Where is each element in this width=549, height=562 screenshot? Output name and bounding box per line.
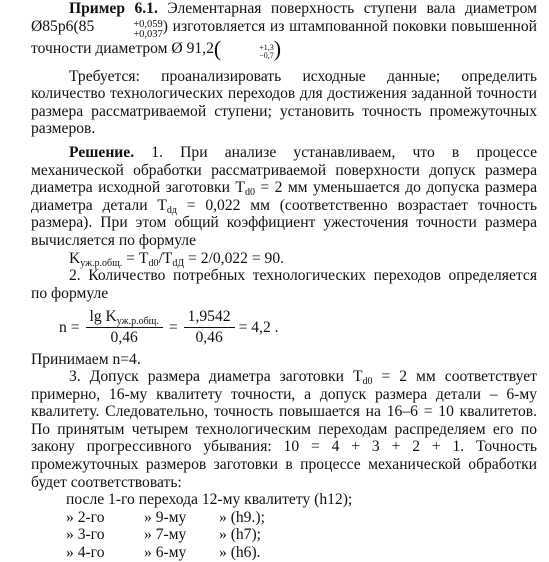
solution-paragraph: Решение. 1. При анализе устанавливаем, что в процессе механической обработки рассматриваемой поверхности допуск размера диаметра исходной заготовки $T_{d0} = 2$ мм уменьшается до допуска размера диаметра детали $T_{dд} = 0,022$ мм (соответственно возрастает точность размера). При этом общий коэффициент ужесточения точности размера вычисляется по формуле xyxy=(31,143,537,249)
n-formula: n = $\frac{\lg K_{уж.р.общ.}}{0,46}$ = $\frac{1,9542}{0,46}$ = 4,2 . xyxy=(59,308,279,346)
example-text-2: ) изготовляется из штампованной поковки повышенной точности диаметром Ø 91,2 xyxy=(31,17,537,57)
example-text-1: Элементарная поверхность ступени вала диаметром Ø85p6(85 xyxy=(31,0,538,35)
tolerance-85-upper: +0,059 xyxy=(133,18,163,30)
example-title: Пример 6.1. xyxy=(69,0,158,17)
list-item: » 2-го » 9-му » (h9.); xyxy=(66,508,265,526)
tolerance-85-lower: +0,037 xyxy=(133,28,163,40)
accept-line: Принимаем n=4. xyxy=(31,350,141,368)
step-2-paragraph: 2. Количество потребных технологических переходов определяется по формуле xyxy=(31,267,537,302)
example-paragraph: Пример 6.1. Элементарная поверхность ступени вала диаметром Ø85p6(85 +0,059 +0,037 ) изготовляется из штампованной поковки повышенной точности диаметром Ø 91,2( +1,3 −0,7 ) xyxy=(31,0,538,61)
tolerance-91 xyxy=(221,44,274,60)
transition-list xyxy=(31,491,537,561)
k-formula-line: $K_{уж.р.общ.} = T_{d0}/T_{dД} = 2/0,022 = 90$. xyxy=(69,249,285,269)
task-paragraph: Требуется: проанализировать исходные данные; определить количество технологических переходов для достижения заданной точности размера рассматриваемой ступени; установить точность промежуточных размеров. xyxy=(31,67,537,138)
list-item: » 3-го » 7-му » (h7); xyxy=(66,526,262,544)
list-item: после 1-го перехода 12-му квалитету (h12); xyxy=(66,491,353,509)
formula-fraction-2: $\frac{1,9542}{0,46}$ xyxy=(184,308,235,346)
tolerance-91-lower: −0,7 xyxy=(259,50,274,60)
step-3-paragraph: 3. Допуск размера диаметра заготовки $T_{d0} = 2$ мм соответствует примерно, 16-му квалитету точности, а допуск размера детали – 6-му квалитету. Следовательно, точность повышается на 16–6 = 10 квалитетов. По принятым четырем технологическим переходам распределяем его по закону прогрессивного убывания: 10 = 4 + 3 + 2 + 1. Точность промежуточных размеров заготовки в процессе механической обработки будет соответствовать: xyxy=(31,368,537,491)
solution-label: Решение. xyxy=(69,143,135,161)
formula-fraction-1: $\frac{\lg K_{уж.р.общ.}}{0,46}$ xyxy=(86,308,163,346)
tolerance-85 xyxy=(95,20,163,40)
tolerance-91-upper: +1,3 xyxy=(259,42,274,52)
list-item: » 4-го » 6-му » (h6). xyxy=(66,544,261,562)
